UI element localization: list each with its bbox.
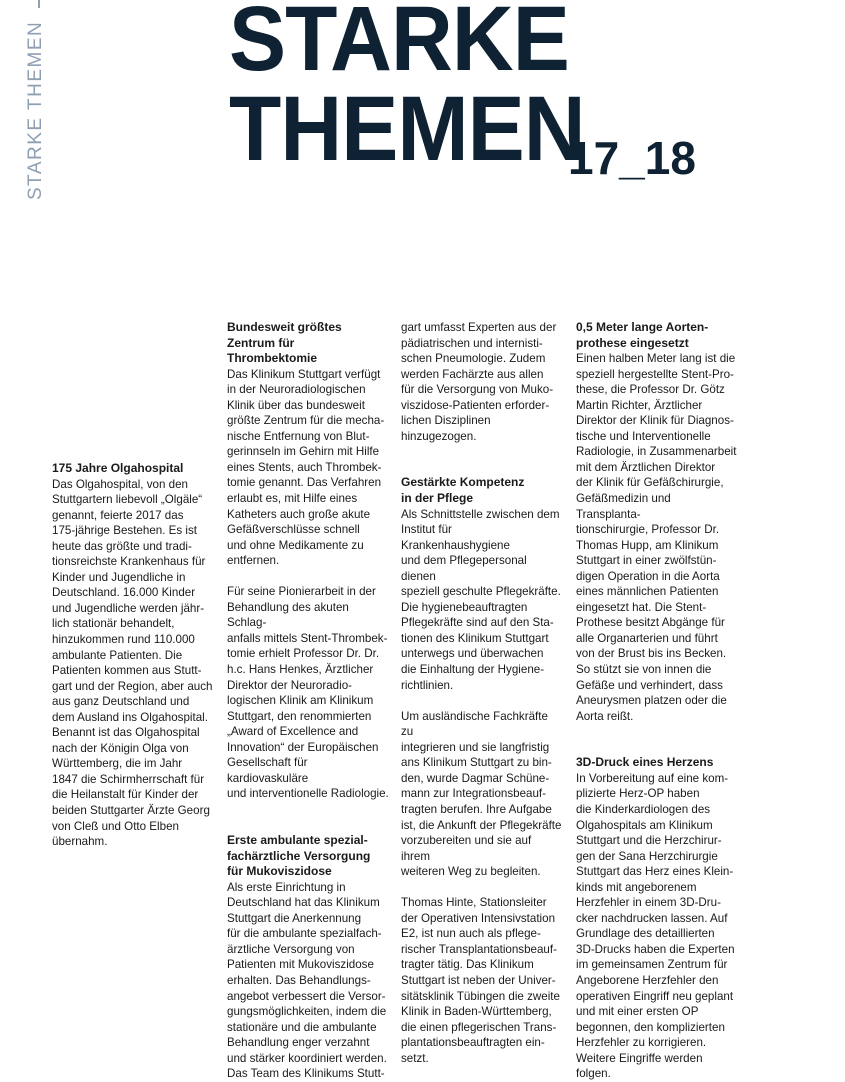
text-line: Stuttgartern liebevoll „Olgäle“ bbox=[52, 493, 203, 507]
text-line: Weitere Eingriffe werden folgen. bbox=[576, 1051, 703, 1081]
text-line: werden Fachärzte aus allen bbox=[401, 367, 544, 381]
text-line: 3D-Druck eines Herzens bbox=[576, 755, 714, 770]
text-line: In Vorbereitung auf eine kom- bbox=[576, 771, 729, 785]
text-line: speziell hergestellte Stent-Pro- bbox=[576, 367, 734, 381]
text-line: und Jugendliche werden jähr- bbox=[52, 601, 205, 615]
text-line: und ohne Medikamente zu bbox=[227, 538, 364, 552]
text-line: viszidose-Patienten erforder- bbox=[401, 398, 550, 412]
text-line: die Einhaltung der Hygiene- bbox=[401, 663, 545, 677]
text-line: ans Klinikum Stuttgart zu bin- bbox=[401, 756, 552, 770]
paragraph bbox=[401, 320, 563, 444]
text-line: und dem Pflegepersonal dienen bbox=[401, 554, 527, 583]
text-line: Behandlung enger verzahnt bbox=[227, 1036, 370, 1050]
text-line: Pflegekräfte sind auf den Sta- bbox=[401, 616, 554, 630]
paragraph bbox=[227, 367, 389, 569]
paragraph bbox=[401, 895, 563, 1066]
text-line: tionsreichste Krankenhaus für bbox=[52, 555, 206, 569]
text-line: hinzukommen rund 110.000 bbox=[52, 633, 195, 647]
paragraph bbox=[576, 351, 738, 724]
text-line: pädiatrischen und internisti- bbox=[401, 336, 543, 350]
issue-number: 17_18 bbox=[568, 132, 696, 184]
text-line: plantationsbeauftragten ein- bbox=[401, 1036, 545, 1050]
text-line: Als Schnittstelle zwischen dem bbox=[401, 507, 560, 521]
text-line: alle Organarterien und führt bbox=[576, 631, 718, 645]
text-line: Herzfehler zu korrigieren. bbox=[576, 1036, 707, 1050]
text-line: Zentrum für bbox=[227, 335, 295, 350]
heading-3d-druck bbox=[576, 755, 738, 771]
text-line: gen der Sana Herzchirurgie bbox=[576, 849, 718, 863]
text-line: der Operativen Intensivstation bbox=[401, 911, 556, 925]
heading-pflege bbox=[401, 475, 563, 506]
text-line: setzt. bbox=[401, 1051, 429, 1065]
text-line: Prothese besitzt Abgänge für bbox=[576, 616, 725, 630]
text-line: eingesetzt hat. Die Stent- bbox=[576, 600, 707, 614]
text-line: Gefäße und verhindert, dass bbox=[576, 678, 723, 692]
text-line: tische und Interventionelle bbox=[576, 429, 711, 443]
text-line: prothese eingesetzt bbox=[576, 335, 689, 350]
text-line: Katheters auch große akute bbox=[227, 507, 371, 521]
text-line: den, wurde Dagmar Schüne- bbox=[401, 771, 550, 785]
text-line: cker nachdrucken lassen. Auf bbox=[576, 911, 728, 925]
text-line: tomie genannt. Das Verfahren bbox=[227, 476, 382, 490]
text-line: Als erste Einrichtung in bbox=[227, 880, 346, 894]
text-line: speziell geschulte Pflegekräfte. bbox=[401, 585, 561, 599]
text-line: lichen Disziplinen hinzugezogen. bbox=[401, 414, 491, 443]
text-line: Institut für Krankenhaushygiene bbox=[401, 523, 510, 552]
text-line: eines Stents, auch Thrombek- bbox=[227, 460, 382, 474]
text-line: E2, ist nun auch als pflege- bbox=[401, 927, 541, 941]
text-line: im gemeinsamen Zentrum für bbox=[576, 958, 728, 972]
text-line: nach der Königin Olga von bbox=[52, 741, 189, 755]
text-line: Kinder und Jugendliche in bbox=[52, 570, 186, 584]
text-line: Einen halben Meter lang ist die bbox=[576, 352, 736, 366]
text-line: Deutschland. 16.000 Kinder bbox=[52, 586, 196, 600]
text-line: beiden Stuttgarter Ärzte Georg bbox=[52, 804, 210, 818]
text-line: rischer Transplantationsbeauf- bbox=[401, 942, 557, 956]
text-line: mit dem Ärztlichen Direktor bbox=[576, 460, 716, 474]
text-line: und interventionelle Radiologie. bbox=[227, 787, 389, 801]
text-line: Um ausländische Fachkräfte zu bbox=[401, 709, 548, 739]
text-line: übernahm. bbox=[52, 835, 108, 849]
text-line: Erste ambulante spezial- bbox=[227, 833, 368, 848]
text-line: von der Brust bis ins Becken. bbox=[576, 647, 727, 661]
text-line: Aneurysmen platzen oder die bbox=[576, 694, 727, 708]
text-line: Das Olgahospital, von den bbox=[52, 477, 188, 491]
text-line: Klinik in Baden-Württemberg, bbox=[401, 1005, 552, 1019]
text-line: Die hygienebeauftragten bbox=[401, 600, 528, 614]
text-line: Martin Richter, Ärztlicher bbox=[576, 398, 703, 412]
text-line: eines männlichen Patienten bbox=[576, 585, 719, 599]
text-line: aus ganz Deutschland und bbox=[52, 695, 190, 709]
side-section-label: STARKE THEMEN bbox=[25, 20, 46, 200]
text-line: weiteren Weg zu begleiten. bbox=[401, 865, 541, 879]
text-line: Behandlung des akuten Schlag- bbox=[227, 600, 349, 630]
text-line: ist, die Ankunft der Pflegekräfte bbox=[401, 818, 562, 832]
text-line: Olgahospitals am Klinikum bbox=[576, 818, 713, 832]
text-line: So stützt sie von innen die bbox=[576, 663, 712, 677]
text-line: gart und der Region, aber auch bbox=[52, 679, 213, 693]
text-line: entfernen. bbox=[227, 554, 280, 568]
text-line: these, die Professor Dr. Götz bbox=[576, 383, 725, 397]
text-line: sitätsklinik Tübingen die zweite bbox=[401, 989, 560, 1003]
text-line: nische Entfernung von Blut- bbox=[227, 429, 370, 443]
column-3 bbox=[401, 320, 563, 1066]
text-line: angebot verbessert die Versor- bbox=[227, 989, 386, 1003]
text-line: Patienten kommen aus Stutt- bbox=[52, 664, 202, 678]
text-line: Deutschland hat das Klinikum bbox=[227, 896, 380, 910]
text-line: Stuttgart die Anerkennung bbox=[227, 911, 362, 925]
column-2 bbox=[227, 320, 389, 1082]
text-line: für die ambulante spezialfach- bbox=[227, 927, 382, 941]
text-line: tomie erhielt Professor Dr. Dr. bbox=[227, 647, 380, 661]
text-line: von Cleß und Otto Elben bbox=[52, 819, 179, 833]
text-line: gungsmöglichkeiten, indem die bbox=[227, 1005, 387, 1019]
text-line: Thrombektomie bbox=[227, 351, 318, 366]
text-line: integrieren und sie langfristig bbox=[401, 740, 550, 754]
text-line: Aorta reißt. bbox=[576, 709, 634, 723]
text-line: Württemberg, die im Jahr bbox=[52, 757, 183, 771]
text-line: vorzubereiten und sie auf ihrem bbox=[401, 834, 532, 863]
text-line: tionen des Klinikum Stuttgart bbox=[401, 631, 549, 645]
text-line: 3D-Drucks haben die Experten bbox=[576, 942, 735, 956]
text-line: die Heilanstalt für Kinder der bbox=[52, 788, 199, 802]
text-line: digen Operation in die Aorta bbox=[576, 569, 720, 583]
text-line: Patienten mit Mukoviszidose bbox=[227, 958, 374, 972]
text-line: begonnen, den komplizierten bbox=[576, 1020, 725, 1034]
text-line: dem Ausland ins Olgahospital. bbox=[52, 710, 208, 724]
text-line: mann zur Integrationsbeauf- bbox=[401, 787, 547, 801]
text-line: in der Neuroradiologischen bbox=[227, 383, 366, 397]
paragraph bbox=[401, 507, 563, 694]
text-line: 1847 die Schirmherrschaft für bbox=[52, 772, 205, 786]
text-line: gerinnseln im Gehirn mit Hilfe bbox=[227, 445, 380, 459]
text-line: Für seine Pionierarbeit in der bbox=[227, 585, 376, 599]
text-line: Innovation“ der Europäischen bbox=[227, 740, 379, 754]
text-line: Grundlage des detaillierten bbox=[576, 927, 715, 941]
text-line: Radiologie, in Zusammenarbeit bbox=[576, 445, 737, 459]
text-line: größte Zentrum für die mecha- bbox=[227, 414, 385, 428]
heading-mukoviszidose bbox=[227, 833, 389, 880]
heading-olgahospital: 175 Jahre Olgahospital bbox=[52, 461, 184, 475]
paragraph bbox=[576, 771, 738, 1082]
text-line: Stuttgart das Herz eines Klein- bbox=[576, 865, 734, 879]
text-line: Benannt ist das Olgahospital bbox=[52, 726, 200, 740]
text-line: genannt, feierte 2017 das bbox=[52, 508, 184, 522]
text-line: Thomas Hupp, am Klinikum bbox=[576, 538, 719, 552]
text-line: anfalls mittels Stent-Thrombek- bbox=[227, 631, 388, 645]
text-line: schen Pneumologie. Zudem bbox=[401, 352, 546, 366]
text-line: in der Pflege bbox=[401, 491, 474, 506]
paragraph bbox=[52, 477, 220, 850]
text-line: tragten berufen. Ihre Aufgabe bbox=[401, 802, 552, 816]
text-line: gart umfasst Experten aus der bbox=[401, 321, 557, 334]
text-line: Klinik über das bundesweit bbox=[227, 398, 365, 412]
text-line: 0,5 Meter lange Aorten- bbox=[576, 320, 709, 334]
text-line: Bundesweit größtes bbox=[227, 320, 342, 334]
column-4 bbox=[576, 320, 738, 1082]
text-line: Stuttgart und die Herzchirur- bbox=[576, 834, 722, 848]
paragraph bbox=[227, 880, 389, 1082]
text-line: und stärker koordiniert werden. bbox=[227, 1051, 387, 1065]
text-line: Gefäßverschlüsse schnell bbox=[227, 523, 360, 537]
text-line: Das Team des Klinikums Stutt- bbox=[227, 1067, 385, 1081]
text-line: und mit einer ersten OP bbox=[576, 1005, 699, 1019]
text-line: lich stationär behandelt, bbox=[52, 617, 175, 631]
text-line: heute das größte und tradi- bbox=[52, 539, 192, 553]
text-line: kinds mit angeborenem bbox=[576, 880, 697, 894]
text-line: für Mukoviszidose bbox=[227, 864, 332, 879]
text-line: ambulante Patienten. Die bbox=[52, 648, 183, 662]
text-line: Angeborene Herzfehler den bbox=[576, 973, 719, 987]
text-line: der Klinik für Gefäßchirurgie, bbox=[576, 476, 724, 490]
text-line: Herzfehler in einem 3D-Dru- bbox=[576, 896, 721, 910]
text-line: Gefäßmedizin und Transplanta- bbox=[576, 492, 671, 521]
title-line-1: STARKE bbox=[229, 0, 569, 90]
page-title bbox=[229, 0, 585, 180]
side-label-divider bbox=[38, 0, 40, 8]
heading-aortenprothese bbox=[576, 320, 738, 351]
text-line: stationäre und die ambulante bbox=[227, 1020, 377, 1034]
text-line: fachärztliche Versorgung bbox=[227, 848, 371, 863]
text-line: „Award of Excellence and bbox=[227, 725, 359, 739]
text-line: die einen pflegerischen Trans- bbox=[401, 1020, 557, 1034]
text-line: Stuttgart, den renommierten bbox=[227, 709, 372, 723]
text-line: operativen Eingriff neu geplant bbox=[576, 989, 734, 1003]
paragraph bbox=[227, 584, 389, 802]
text-line: die Kinderkardiologen des bbox=[576, 802, 711, 816]
text-line: tionschirurgie, Professor Dr. bbox=[576, 523, 720, 537]
text-line: Gestärkte Kompetenz bbox=[401, 475, 525, 490]
text-line: ärztliche Versorgung von bbox=[227, 942, 355, 956]
text-line: 175-jährige Bestehen. Es ist bbox=[52, 524, 198, 538]
text-line: Das Klinikum Stuttgart verfügt bbox=[227, 367, 381, 381]
text-line: unterwegs und überwachen bbox=[401, 647, 544, 661]
column-1 bbox=[52, 461, 220, 850]
text-line: Gesellschaft für kardiovaskuläre bbox=[227, 756, 309, 785]
text-line: Direktor der Klinik für Diagnos- bbox=[576, 414, 734, 428]
text-line: logischen Klinik am Klinikum bbox=[227, 694, 374, 708]
text-line: h.c. Hans Henkes, Ärztlicher bbox=[227, 663, 374, 677]
text-line: Thomas Hinte, Stationsleiter bbox=[401, 896, 547, 910]
text-line: tragter tätig. Das Klinikum bbox=[401, 958, 534, 972]
text-line: für die Versorgung von Muko- bbox=[401, 383, 554, 397]
text-line: erhalten. Das Behandlungs- bbox=[227, 973, 371, 987]
text-line: Direktor der Neuroradio- bbox=[227, 678, 353, 692]
text-line: Stuttgart ist neben der Univer- bbox=[401, 973, 556, 987]
heading-thrombektomie bbox=[227, 320, 389, 367]
text-line: erlaubt es, mit Hilfe eines bbox=[227, 492, 358, 506]
text-line: richtlinien. bbox=[401, 678, 454, 692]
text-line: Stuttgart in einer zwölfstün- bbox=[576, 554, 717, 568]
paragraph bbox=[401, 709, 563, 880]
text-line: plizierte Herz-OP haben bbox=[576, 787, 700, 801]
title-line-2: THEMEN bbox=[229, 78, 585, 180]
